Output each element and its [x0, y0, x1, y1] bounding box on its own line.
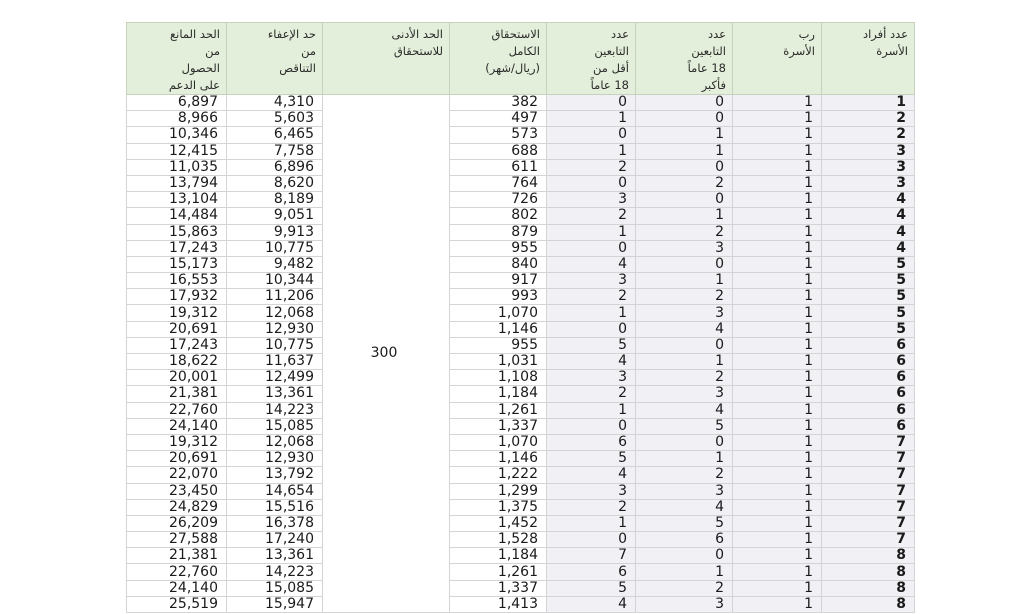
cell-dependents-18-plus: 6 [636, 532, 733, 548]
cell-head-of-household: 1 [733, 208, 822, 224]
cell-head-of-household: 1 [733, 192, 822, 208]
cell-exemption-limit: 14,223 [227, 402, 323, 418]
cell-full-entitlement: 726 [450, 192, 547, 208]
cell-dependents-18-plus: 4 [636, 402, 733, 418]
cell-family-members: 4 [822, 240, 915, 256]
cell-full-entitlement: 611 [450, 159, 547, 175]
cell-prevent-limit: 19,312 [127, 434, 227, 450]
table-row [127, 564, 915, 580]
cell-exemption-limit: 14,654 [227, 483, 323, 499]
cell-head-of-household: 1 [733, 111, 822, 127]
table-row [127, 467, 915, 483]
cell-full-entitlement: 1,337 [450, 580, 547, 596]
header-exemption-limit [227, 23, 323, 95]
cell-dependents-18-plus: 1 [636, 451, 733, 467]
table-row [127, 483, 915, 499]
cell-full-entitlement: 1,528 [450, 532, 547, 548]
cell-dependents-18-plus: 3 [636, 305, 733, 321]
cell-full-entitlement: 1,184 [450, 548, 547, 564]
cell-full-entitlement: 1,222 [450, 467, 547, 483]
table-row [127, 289, 915, 305]
header-line: للاستحقاق [393, 44, 443, 58]
table-row [127, 208, 915, 224]
cell-head-of-household: 1 [733, 354, 822, 370]
cell-dependents-18-plus: 4 [636, 321, 733, 337]
header-line: 18 عاماً [590, 78, 629, 92]
header-head-of-household [733, 23, 822, 95]
header-line: الحصول [181, 61, 220, 75]
table-row [127, 451, 915, 467]
cell-dependents-18-plus: 0 [636, 111, 733, 127]
cell-family-members: 8 [822, 596, 915, 612]
cell-dependents-18-plus: 1 [636, 127, 733, 143]
table-row [127, 596, 915, 612]
cell-head-of-household: 1 [733, 434, 822, 450]
cell-exemption-limit: 12,068 [227, 434, 323, 450]
cell-dependents-18-plus: 2 [636, 580, 733, 596]
cell-dependents-18-plus: 0 [636, 548, 733, 564]
cell-head-of-household: 1 [733, 224, 822, 240]
cell-prevent-limit: 11,035 [127, 159, 227, 175]
cell-exemption-limit: 4,310 [227, 95, 323, 111]
cell-head-of-household: 1 [733, 451, 822, 467]
cell-full-entitlement: 802 [450, 208, 547, 224]
cell-family-members: 7 [822, 499, 915, 515]
cell-dependents-18-plus: 1 [636, 273, 733, 289]
cell-dependents-18-plus: 2 [636, 289, 733, 305]
cell-dependents-18-plus: 2 [636, 224, 733, 240]
cell-dependents-18-plus: 5 [636, 418, 733, 434]
cell-prevent-limit: 20,691 [127, 451, 227, 467]
cell-dependents-under-18: 3 [547, 370, 636, 386]
cell-family-members: 8 [822, 580, 915, 596]
cell-family-members: 4 [822, 208, 915, 224]
header-line: الكامل [508, 44, 540, 58]
header-dependents-18-plus [636, 23, 733, 95]
header-line: التابعين [691, 44, 726, 58]
header-line: أقل من [593, 61, 629, 75]
cell-dependents-18-plus: 3 [636, 483, 733, 499]
cell-prevent-limit: 18,622 [127, 354, 227, 370]
cell-dependents-under-18: 4 [547, 354, 636, 370]
cell-head-of-household: 1 [733, 240, 822, 256]
cell-full-entitlement: 1,261 [450, 402, 547, 418]
cell-exemption-limit: 11,637 [227, 354, 323, 370]
header-line: 18 عاماً [687, 61, 726, 75]
cell-full-entitlement: 1,146 [450, 451, 547, 467]
cell-dependents-under-18: 3 [547, 273, 636, 289]
cell-dependents-18-plus: 0 [636, 434, 733, 450]
cell-family-members: 2 [822, 127, 915, 143]
cell-dependents-under-18: 1 [547, 111, 636, 127]
cell-prevent-limit: 21,381 [127, 548, 227, 564]
header-line: من [301, 44, 316, 58]
cell-exemption-limit: 13,792 [227, 467, 323, 483]
header-full-entitlement [450, 23, 547, 95]
cell-prevent-limit: 13,794 [127, 175, 227, 191]
cell-prevent-limit: 16,553 [127, 273, 227, 289]
cell-head-of-household: 1 [733, 418, 822, 434]
cell-dependents-under-18: 0 [547, 127, 636, 143]
cell-full-entitlement: 879 [450, 224, 547, 240]
header-row [127, 23, 915, 95]
cell-exemption-limit: 12,930 [227, 321, 323, 337]
cell-exemption-limit: 15,516 [227, 499, 323, 515]
cell-exemption-limit: 15,085 [227, 580, 323, 596]
cell-family-members: 6 [822, 370, 915, 386]
cell-prevent-limit: 14,484 [127, 208, 227, 224]
table-row [127, 386, 915, 402]
table-row [127, 111, 915, 127]
cell-prevent-limit: 26,209 [127, 515, 227, 531]
cell-full-entitlement: 382 [450, 95, 547, 111]
table-row [127, 548, 915, 564]
cell-dependents-18-plus: 5 [636, 515, 733, 531]
cell-prevent-limit: 12,415 [127, 143, 227, 159]
cell-prevent-limit: 23,450 [127, 483, 227, 499]
cell-dependents-18-plus: 0 [636, 192, 733, 208]
cell-dependents-under-18: 0 [547, 321, 636, 337]
cell-min-entitlement: 300 [323, 95, 450, 613]
cell-exemption-limit: 5,603 [227, 111, 323, 127]
cell-head-of-household: 1 [733, 273, 822, 289]
cell-exemption-limit: 13,361 [227, 548, 323, 564]
cell-family-members: 7 [822, 483, 915, 499]
header-line: الأسرة [876, 44, 908, 58]
cell-dependents-18-plus: 3 [636, 240, 733, 256]
cell-exemption-limit: 11,206 [227, 289, 323, 305]
header-line: الحد المانع [170, 27, 220, 41]
cell-head-of-household: 1 [733, 580, 822, 596]
cell-family-members: 4 [822, 224, 915, 240]
cell-dependents-18-plus: 2 [636, 467, 733, 483]
cell-dependents-under-18: 7 [547, 548, 636, 564]
cell-prevent-limit: 21,381 [127, 386, 227, 402]
cell-prevent-limit: 13,104 [127, 192, 227, 208]
cell-dependents-under-18: 1 [547, 515, 636, 531]
cell-full-entitlement: 1,031 [450, 354, 547, 370]
cell-head-of-household: 1 [733, 532, 822, 548]
table-row [127, 143, 915, 159]
cell-head-of-household: 1 [733, 402, 822, 418]
cell-dependents-under-18: 5 [547, 451, 636, 467]
table-row [127, 95, 915, 111]
cell-prevent-limit: 27,588 [127, 532, 227, 548]
cell-prevent-limit: 15,863 [127, 224, 227, 240]
cell-dependents-18-plus: 3 [636, 386, 733, 402]
cell-head-of-household: 1 [733, 143, 822, 159]
cell-family-members: 7 [822, 434, 915, 450]
cell-dependents-under-18: 0 [547, 175, 636, 191]
header-line: من [205, 44, 220, 58]
cell-dependents-under-18: 6 [547, 434, 636, 450]
table-row [127, 337, 915, 353]
header-line: عدد أفراد [862, 27, 908, 41]
cell-prevent-limit: 22,760 [127, 564, 227, 580]
cell-family-members: 6 [822, 386, 915, 402]
cell-head-of-household: 1 [733, 467, 822, 483]
table-row [127, 532, 915, 548]
cell-dependents-18-plus: 1 [636, 143, 733, 159]
header-prevent-limit [127, 23, 227, 95]
cell-dependents-under-18: 6 [547, 564, 636, 580]
header-line: حد الإعفاء [267, 27, 316, 41]
cell-family-members: 7 [822, 467, 915, 483]
cell-dependents-under-18: 0 [547, 418, 636, 434]
cell-prevent-limit: 19,312 [127, 305, 227, 321]
cell-prevent-limit: 17,243 [127, 240, 227, 256]
table-row [127, 240, 915, 256]
cell-exemption-limit: 15,085 [227, 418, 323, 434]
cell-head-of-household: 1 [733, 386, 822, 402]
cell-dependents-18-plus: 1 [636, 354, 733, 370]
table-row [127, 354, 915, 370]
cell-prevent-limit: 15,173 [127, 256, 227, 272]
cell-family-members: 2 [822, 111, 915, 127]
cell-family-members: 6 [822, 337, 915, 353]
header-line: فأكبر [701, 78, 726, 92]
table-row [127, 515, 915, 531]
table-row [127, 499, 915, 515]
cell-family-members: 5 [822, 256, 915, 272]
header-family-members [822, 23, 915, 95]
cell-dependents-under-18: 2 [547, 386, 636, 402]
cell-exemption-limit: 8,620 [227, 175, 323, 191]
cell-dependents-18-plus: 3 [636, 596, 733, 612]
cell-full-entitlement: 497 [450, 111, 547, 127]
cell-exemption-limit: 6,465 [227, 127, 323, 143]
cell-family-members: 6 [822, 402, 915, 418]
cell-head-of-household: 1 [733, 127, 822, 143]
cell-head-of-household: 1 [733, 370, 822, 386]
cell-dependents-under-18: 1 [547, 143, 636, 159]
cell-prevent-limit: 17,243 [127, 337, 227, 353]
table-body [127, 95, 915, 613]
cell-prevent-limit: 8,966 [127, 111, 227, 127]
table-row [127, 580, 915, 596]
cell-prevent-limit: 24,829 [127, 499, 227, 515]
header-line: (ريال/شهر) [485, 61, 540, 75]
cell-full-entitlement: 840 [450, 256, 547, 272]
cell-family-members: 4 [822, 192, 915, 208]
cell-exemption-limit: 12,068 [227, 305, 323, 321]
cell-dependents-18-plus: 0 [636, 95, 733, 111]
table-row [127, 159, 915, 175]
cell-family-members: 5 [822, 305, 915, 321]
cell-dependents-under-18: 1 [547, 224, 636, 240]
cell-full-entitlement: 993 [450, 289, 547, 305]
cell-family-members: 6 [822, 354, 915, 370]
cell-full-entitlement: 1,070 [450, 305, 547, 321]
cell-prevent-limit: 6,897 [127, 95, 227, 111]
header-line: على الدعم [168, 78, 220, 92]
cell-prevent-limit: 25,519 [127, 596, 227, 612]
cell-exemption-limit: 13,361 [227, 386, 323, 402]
cell-family-members: 8 [822, 564, 915, 580]
cell-full-entitlement: 1,337 [450, 418, 547, 434]
cell-prevent-limit: 20,001 [127, 370, 227, 386]
header-min-entitlement [323, 23, 450, 95]
cell-head-of-household: 1 [733, 483, 822, 499]
cell-head-of-household: 1 [733, 256, 822, 272]
cell-family-members: 1 [822, 95, 915, 111]
header-line: التابعين [594, 44, 629, 58]
cell-dependents-under-18: 0 [547, 532, 636, 548]
cell-exemption-limit: 14,223 [227, 564, 323, 580]
cell-full-entitlement: 1,413 [450, 596, 547, 612]
cell-full-entitlement: 1,261 [450, 564, 547, 580]
cell-full-entitlement: 688 [450, 143, 547, 159]
cell-head-of-household: 1 [733, 95, 822, 111]
cell-head-of-household: 1 [733, 305, 822, 321]
cell-full-entitlement: 917 [450, 273, 547, 289]
header-line: رب [798, 27, 815, 41]
cell-exemption-limit: 8,189 [227, 192, 323, 208]
cell-dependents-under-18: 1 [547, 402, 636, 418]
cell-dependents-under-18: 0 [547, 95, 636, 111]
cell-family-members: 3 [822, 175, 915, 191]
table-row [127, 370, 915, 386]
cell-exemption-limit: 7,758 [227, 143, 323, 159]
cell-dependents-under-18: 2 [547, 159, 636, 175]
cell-exemption-limit: 10,344 [227, 273, 323, 289]
cell-full-entitlement: 955 [450, 337, 547, 353]
cell-dependents-18-plus: 4 [636, 499, 733, 515]
cell-head-of-household: 1 [733, 499, 822, 515]
cell-head-of-household: 1 [733, 289, 822, 305]
cell-head-of-household: 1 [733, 596, 822, 612]
cell-dependents-18-plus: 2 [636, 370, 733, 386]
cell-head-of-household: 1 [733, 159, 822, 175]
cell-dependents-18-plus: 0 [636, 337, 733, 353]
cell-dependents-under-18: 5 [547, 337, 636, 353]
cell-dependents-18-plus: 2 [636, 175, 733, 191]
header-line: التناقص [279, 61, 316, 75]
cell-family-members: 3 [822, 143, 915, 159]
cell-prevent-limit: 24,140 [127, 580, 227, 596]
cell-exemption-limit: 17,240 [227, 532, 323, 548]
header-line: عدد [610, 27, 629, 41]
cell-dependents-under-18: 4 [547, 596, 636, 612]
cell-prevent-limit: 10,346 [127, 127, 227, 143]
cell-full-entitlement: 1,070 [450, 434, 547, 450]
cell-head-of-household: 1 [733, 321, 822, 337]
cell-dependents-under-18: 2 [547, 208, 636, 224]
cell-family-members: 5 [822, 321, 915, 337]
cell-exemption-limit: 10,775 [227, 240, 323, 256]
cell-prevent-limit: 22,760 [127, 402, 227, 418]
cell-exemption-limit: 15,947 [227, 596, 323, 612]
cell-prevent-limit: 22,070 [127, 467, 227, 483]
cell-dependents-under-18: 4 [547, 256, 636, 272]
cell-exemption-limit: 12,499 [227, 370, 323, 386]
cell-head-of-household: 1 [733, 175, 822, 191]
cell-dependents-under-18: 1 [547, 305, 636, 321]
cell-dependents-under-18: 3 [547, 192, 636, 208]
cell-dependents-under-18: 0 [547, 240, 636, 256]
cell-full-entitlement: 955 [450, 240, 547, 256]
cell-full-entitlement: 1,184 [450, 386, 547, 402]
cell-family-members: 5 [822, 289, 915, 305]
header-line: الأسرة [783, 44, 815, 58]
table-row [127, 224, 915, 240]
cell-prevent-limit: 24,140 [127, 418, 227, 434]
cell-family-members: 5 [822, 273, 915, 289]
cell-dependents-18-plus: 0 [636, 159, 733, 175]
cell-dependents-under-18: 2 [547, 289, 636, 305]
cell-full-entitlement: 1,375 [450, 499, 547, 515]
header-line: الاستحقاق [491, 27, 540, 41]
table-row [127, 256, 915, 272]
table-row [127, 192, 915, 208]
cell-exemption-limit: 9,913 [227, 224, 323, 240]
table-row [127, 434, 915, 450]
cell-dependents-under-18: 3 [547, 483, 636, 499]
cell-dependents-under-18: 5 [547, 580, 636, 596]
table-row [127, 175, 915, 191]
cell-family-members: 3 [822, 159, 915, 175]
table-row [127, 305, 915, 321]
header-line: الحد الأدنى [391, 27, 443, 41]
cell-family-members: 8 [822, 548, 915, 564]
cell-family-members: 6 [822, 418, 915, 434]
cell-full-entitlement: 573 [450, 127, 547, 143]
cell-dependents-18-plus: 1 [636, 208, 733, 224]
cell-full-entitlement: 1,146 [450, 321, 547, 337]
cell-full-entitlement: 1,452 [450, 515, 547, 531]
header-dependents-under-18 [547, 23, 636, 95]
cell-dependents-18-plus: 0 [636, 256, 733, 272]
cell-exemption-limit: 9,482 [227, 256, 323, 272]
cell-full-entitlement: 764 [450, 175, 547, 191]
cell-head-of-household: 1 [733, 337, 822, 353]
cell-head-of-household: 1 [733, 564, 822, 580]
table-row [127, 273, 915, 289]
support-eligibility-table [126, 22, 915, 613]
cell-prevent-limit: 17,932 [127, 289, 227, 305]
cell-full-entitlement: 1,108 [450, 370, 547, 386]
cell-exemption-limit: 16,378 [227, 515, 323, 531]
table-row [127, 321, 915, 337]
cell-dependents-under-18: 4 [547, 467, 636, 483]
cell-exemption-limit: 6,896 [227, 159, 323, 175]
cell-exemption-limit: 9,051 [227, 208, 323, 224]
cell-exemption-limit: 12,930 [227, 451, 323, 467]
cell-head-of-household: 1 [733, 548, 822, 564]
cell-head-of-household: 1 [733, 515, 822, 531]
cell-dependents-under-18: 2 [547, 499, 636, 515]
header-line: عدد [707, 27, 726, 41]
table-row [127, 127, 915, 143]
table-row [127, 418, 915, 434]
cell-exemption-limit: 10,775 [227, 337, 323, 353]
cell-dependents-18-plus: 1 [636, 564, 733, 580]
cell-family-members: 7 [822, 451, 915, 467]
cell-full-entitlement: 1,299 [450, 483, 547, 499]
cell-prevent-limit: 20,691 [127, 321, 227, 337]
table-row [127, 402, 915, 418]
cell-family-members: 7 [822, 515, 915, 531]
cell-family-members: 7 [822, 532, 915, 548]
